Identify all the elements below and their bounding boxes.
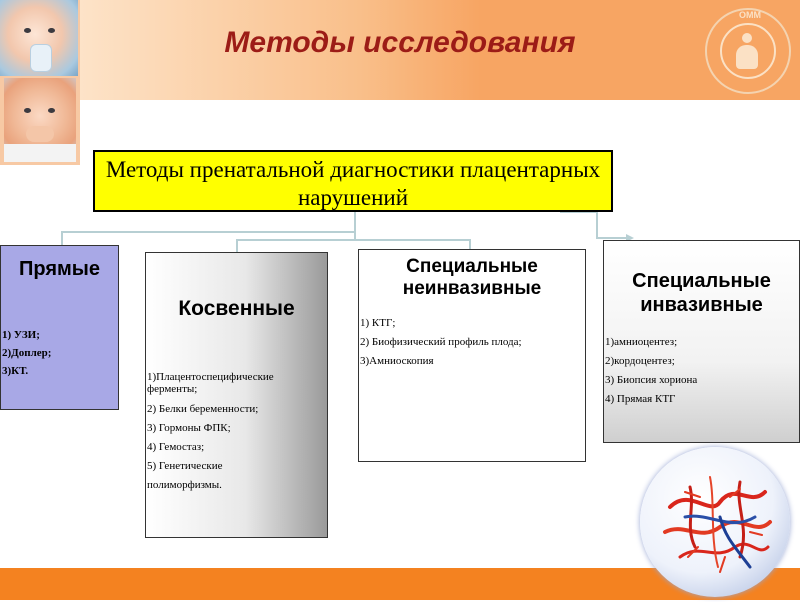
noninvasive-methods-list [360,314,522,371]
list-item: 2) Белки беременности; [147,403,259,415]
list-item: 3) Биопсия хориона [605,374,698,386]
list-item: 2)кордоцентез; [605,355,675,367]
invasive-methods-box [603,240,800,443]
list-item: 1) КТГ; [360,317,396,329]
list-item: 5) Генетические [147,460,223,472]
list-item: 2)Доплер; [2,347,52,359]
list-item: 2) Биофизический профиль плода; [360,336,522,348]
root-diagnostics-label: Методы пренатальной диагностики плацентарных нарушений [105,157,601,210]
list-item: 4) Гемостаз; [147,441,205,453]
direct-methods-heading: Прямые [19,258,100,280]
direct-methods-list [2,326,51,380]
noninvasive-methods-heading: Специальные неинвазивные [402,256,542,299]
list-item: полиморфизмы. [147,479,222,491]
list-item: 3) Гормоны ФПК; [147,422,231,434]
list-item: 3)Амниоскопия [360,355,434,367]
invasive-methods-heading: Специальные инвазивные [632,270,771,316]
omm-logo-text: ОММ [739,10,761,20]
connector-invasive [560,212,630,238]
list-item: 1) УЗИ; [2,329,40,341]
connector-noninvasive [355,240,470,249]
list-item: 1)Плацентоспецифические ферменты; [147,371,274,395]
page-title: Методы исследования [224,26,576,59]
list-item: 3)КТ. [2,365,29,377]
indirect-methods-list [147,371,307,495]
list-item: 4) Прямая КТГ [605,393,676,405]
placenta-vessels-drawing [640,447,790,597]
placenta-vessels-image [640,447,790,597]
indirect-methods-box [145,252,328,538]
connector-indirect [237,232,355,252]
direct-methods-box [0,245,119,410]
indirect-methods-heading: Косвенные [178,297,295,320]
root-diagnostics-box [93,150,613,212]
noninvasive-methods-box [358,249,586,462]
invasive-methods-list [605,333,697,409]
list-item: 1)амниоцентез; [605,336,678,348]
